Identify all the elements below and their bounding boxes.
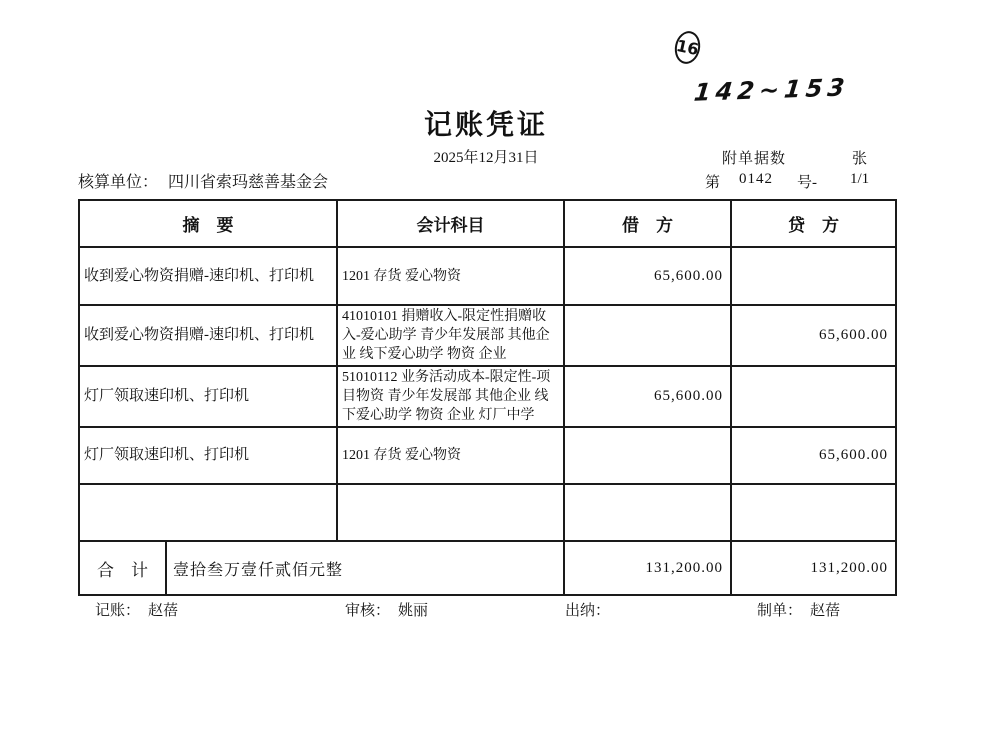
reviewer-name: 姚丽 [398, 603, 429, 619]
handwritten-circled-number [672, 29, 703, 66]
cashier-label: 出纳： [565, 603, 611, 619]
debit-cell [564, 427, 731, 484]
credit-cell: 65,600.00 [731, 305, 896, 366]
summary-cell: 收到爱心物资捐赠-速印机、打印机 [79, 305, 337, 366]
table-row [79, 305, 896, 366]
debit-cell: 65,600.00 [564, 366, 731, 427]
preparer-label: 制单： [757, 603, 803, 619]
accounting-unit-name: 四川省索玛慈善基金会 [168, 174, 329, 191]
column-header-debit: 借 方 [564, 200, 731, 247]
voucher-number: 0142 [739, 171, 773, 187]
account-cell: 1201 存货 爱心物资 [337, 247, 564, 305]
table-header-row [79, 200, 896, 247]
total-amount-in-words: 壹拾叁万壹仟贰佰元整 [166, 541, 564, 595]
credit-cell [731, 247, 896, 305]
column-header-account: 会计科目 [337, 200, 564, 247]
summary-cell: 收到爱心物资捐赠-速印机、打印机 [79, 247, 337, 305]
circled-number-text: 16 [674, 35, 701, 60]
attachments-unit-label: 张 [852, 151, 868, 167]
preparer-name: 赵蓓 [810, 603, 841, 619]
voucher-number-suffix: 号- [797, 175, 817, 191]
accounting-unit-label: 核算单位： [78, 174, 159, 191]
account-cell: 1201 存货 爱心物资 [337, 427, 564, 484]
column-header-credit: 贷 方 [731, 200, 896, 247]
voucher-title: 记账凭证 [423, 110, 548, 141]
debit-cell: 65,600.00 [564, 247, 731, 305]
accounting-unit-line [78, 169, 328, 192]
voucher-table [78, 199, 897, 596]
table-row [79, 247, 896, 305]
total-debit-cell: 131,200.00 [564, 541, 731, 595]
handwritten-range-note: 142~153 [692, 73, 851, 107]
signature-cashier [565, 599, 618, 620]
table-row [79, 427, 896, 484]
signature-bookkeeper [95, 599, 178, 620]
voucher-date: 2025年12月31日 [433, 150, 539, 166]
total-label: 合 计 [79, 541, 166, 595]
account-cell: 51010112 业务活动成本-限定性-项目物资 青少年发展部 其他企业 线下爱心助学 物资 企业 灯厂中学 [337, 366, 564, 427]
page-indicator: 1/1 [850, 171, 870, 187]
bookkeeper-label: 记账： [95, 603, 141, 619]
table-row-empty [79, 484, 896, 541]
account-cell [337, 484, 564, 541]
column-header-summary: 摘 要 [79, 200, 337, 247]
summary-cell: 灯厂领取速印机、打印机 [79, 427, 337, 484]
account-cell: 41010101 捐赠收入-限定性捐赠收入-爱心助学 青少年发展部 其他企业 线下爱心助学 物资 企业 [337, 305, 564, 366]
credit-cell: 65,600.00 [731, 427, 896, 484]
reviewer-label: 审核： [345, 603, 391, 619]
table-total-row [79, 541, 896, 595]
summary-cell: 灯厂领取速印机、打印机 [79, 366, 337, 427]
credit-cell [731, 484, 896, 541]
summary-cell [79, 484, 337, 541]
bookkeeper-name: 赵蓓 [148, 603, 179, 619]
credit-cell [731, 366, 896, 427]
table-row [79, 366, 896, 427]
signature-preparer [757, 599, 840, 620]
debit-cell [564, 484, 731, 541]
debit-cell [564, 305, 731, 366]
signature-reviewer [345, 599, 428, 620]
attachments-count-label: 附单据数 [722, 151, 787, 167]
total-credit-cell: 131,200.00 [731, 541, 896, 595]
voucher-number-prefix: 第 [705, 175, 721, 191]
